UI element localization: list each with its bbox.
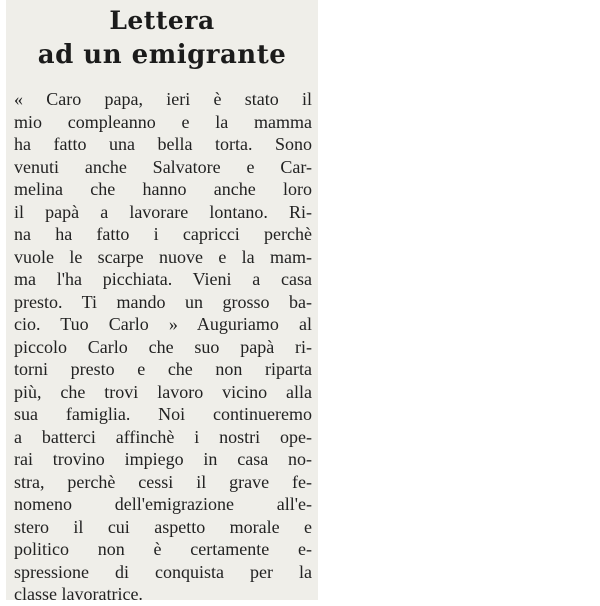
article-line: ma l'ha picchiata. Vieni a casa	[14, 269, 312, 289]
article-line: mio compleanno e la mamma	[14, 111, 312, 132]
article-line: più, che trovi lavoro vicino alla	[14, 381, 312, 402]
article-line: a batterci affinchè i nostri ope-	[14, 426, 312, 447]
article-line: « Caro papa, ieri è stato il	[14, 89, 312, 109]
article-line: presto. Ti mando un grosso ba-	[14, 291, 312, 312]
article-line: vuole le scarpe nuove e la mam-	[14, 246, 312, 267]
article-title-line-2: ad un emigrante	[37, 40, 287, 70]
article-body	[14, 88, 312, 606]
article-line: ha fatto una bella torta. Sono	[14, 134, 312, 154]
article-line: cio. Tuo Carlo » Auguriamo al	[14, 314, 312, 334]
article-line: rai trovino impiego in casa no-	[14, 449, 312, 469]
article-line: il papà a lavorare lontano. Ri-	[14, 201, 312, 222]
article-title-line-1: Lettera	[109, 6, 215, 35]
article-line: piccolo Carlo che suo papà ri-	[14, 336, 312, 357]
article-line: spressione di conquista per la	[14, 561, 312, 582]
article-line: stra, perchè cessi il grave fe-	[14, 471, 312, 492]
article-line: torni presto e che non riparta	[14, 359, 312, 379]
article-line: stero il cui aspetto morale e	[14, 516, 312, 537]
newspaper-clipping	[6, 0, 318, 604]
article-line: sua famiglia. Noi continueremo	[14, 404, 312, 424]
article-line: melina che hanno anche loro	[14, 179, 312, 199]
article-line: venuti anche Salvatore e Car-	[14, 156, 312, 177]
article-line: na ha fatto i capricci perchè	[14, 224, 312, 244]
article-line: politico non è certamente e-	[14, 539, 312, 559]
article-line: nomeno dell'emigrazione all'e-	[14, 494, 312, 514]
article-line: classe lavoratrice.	[14, 584, 143, 604]
